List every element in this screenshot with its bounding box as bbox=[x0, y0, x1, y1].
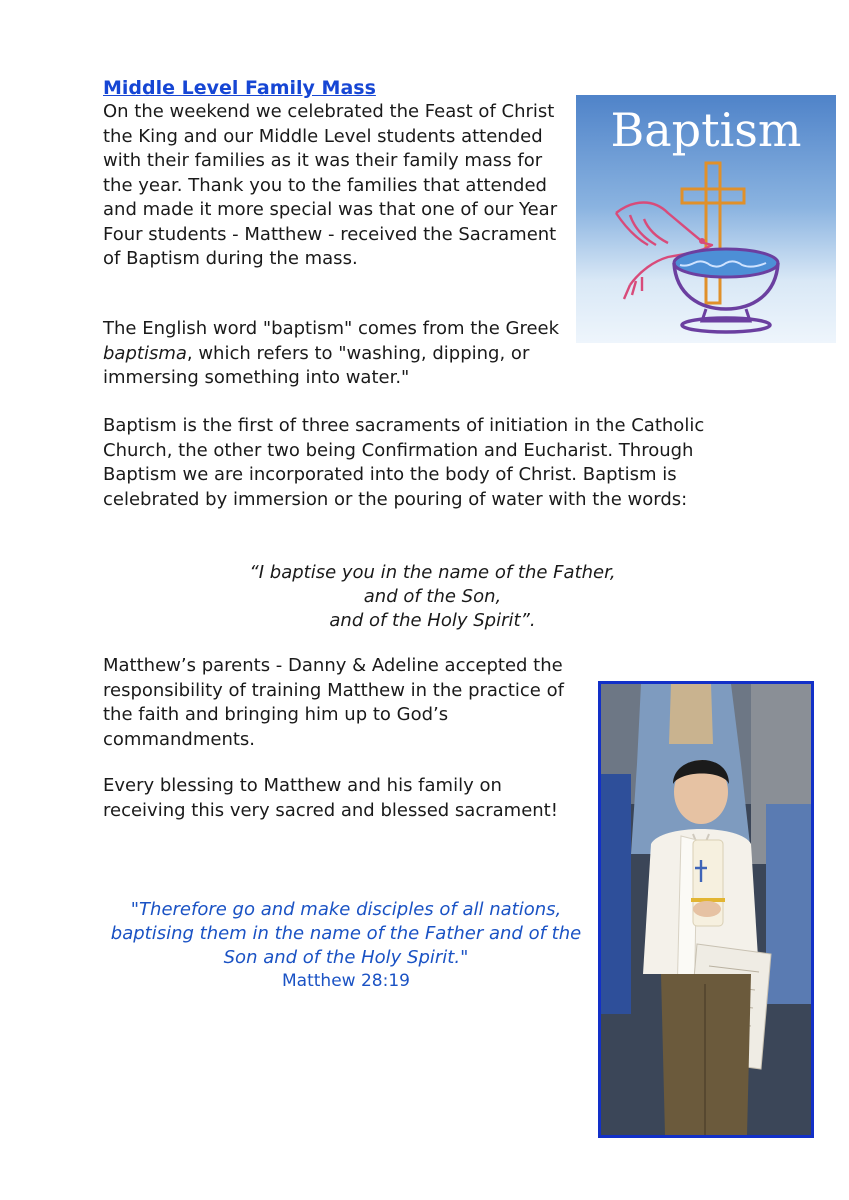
scripture-quote: "Therefore go and make disciples of all nations, baptising them in the name of the Father and of the Son and of the Holy Spirit." bbox=[110, 899, 582, 968]
blessing-paragraph: Every blessing to Matthew and his family on receiving this very sacred and blessed sacrament! bbox=[103, 775, 558, 821]
illustration-title: Baptism bbox=[610, 103, 802, 157]
quote-line-1: “I baptise you in the name of the Father, bbox=[249, 562, 616, 583]
baptism-photo bbox=[598, 681, 814, 1138]
quote-line-3: and of the Holy Spirit”. bbox=[329, 610, 536, 631]
parents-paragraph: Matthew’s parents - Danny & Adeline accepted the responsibility of training Matthew in the practice of the faith and bringing him up to God’s commandments. bbox=[103, 655, 564, 750]
quote-line-2: and of the Son, bbox=[363, 586, 502, 607]
greek-word: baptisma bbox=[103, 342, 187, 364]
scripture-reference: Matthew 28:19 bbox=[282, 971, 410, 991]
etymology-paragraph bbox=[103, 317, 563, 391]
baptismal-font-icon bbox=[674, 249, 778, 332]
etymology-text-end: , which refers to "washing, dipping, or immersing something into water." bbox=[103, 342, 530, 388]
photo-artwork bbox=[601, 684, 811, 1135]
section-heading[interactable]: Middle Level Family Mass bbox=[103, 77, 376, 99]
etymology-text-start: The English word "baptism" comes from the Greek bbox=[103, 318, 560, 339]
baptism-illustration bbox=[576, 95, 836, 343]
intro-paragraph: On the weekend we celebrated the Feast of Christ the King and our Middle Level students attended with their families as it was their family mass for the year. Thank you to the families that attended and made it more special was that one of our Year Four students - Matthew - received the Sacrament of Baptism during the mass. bbox=[103, 101, 558, 269]
baptism-formula-quote bbox=[210, 561, 655, 633]
sacrament-paragraph: Baptism is the first of three sacraments of initiation in the Catholic Church, the other two being Confirmation and Eucharist. Through Baptism we are incorporated into the body of Christ. Baptism is celebrated by immersion or the pouring of water with the words: bbox=[103, 415, 705, 510]
